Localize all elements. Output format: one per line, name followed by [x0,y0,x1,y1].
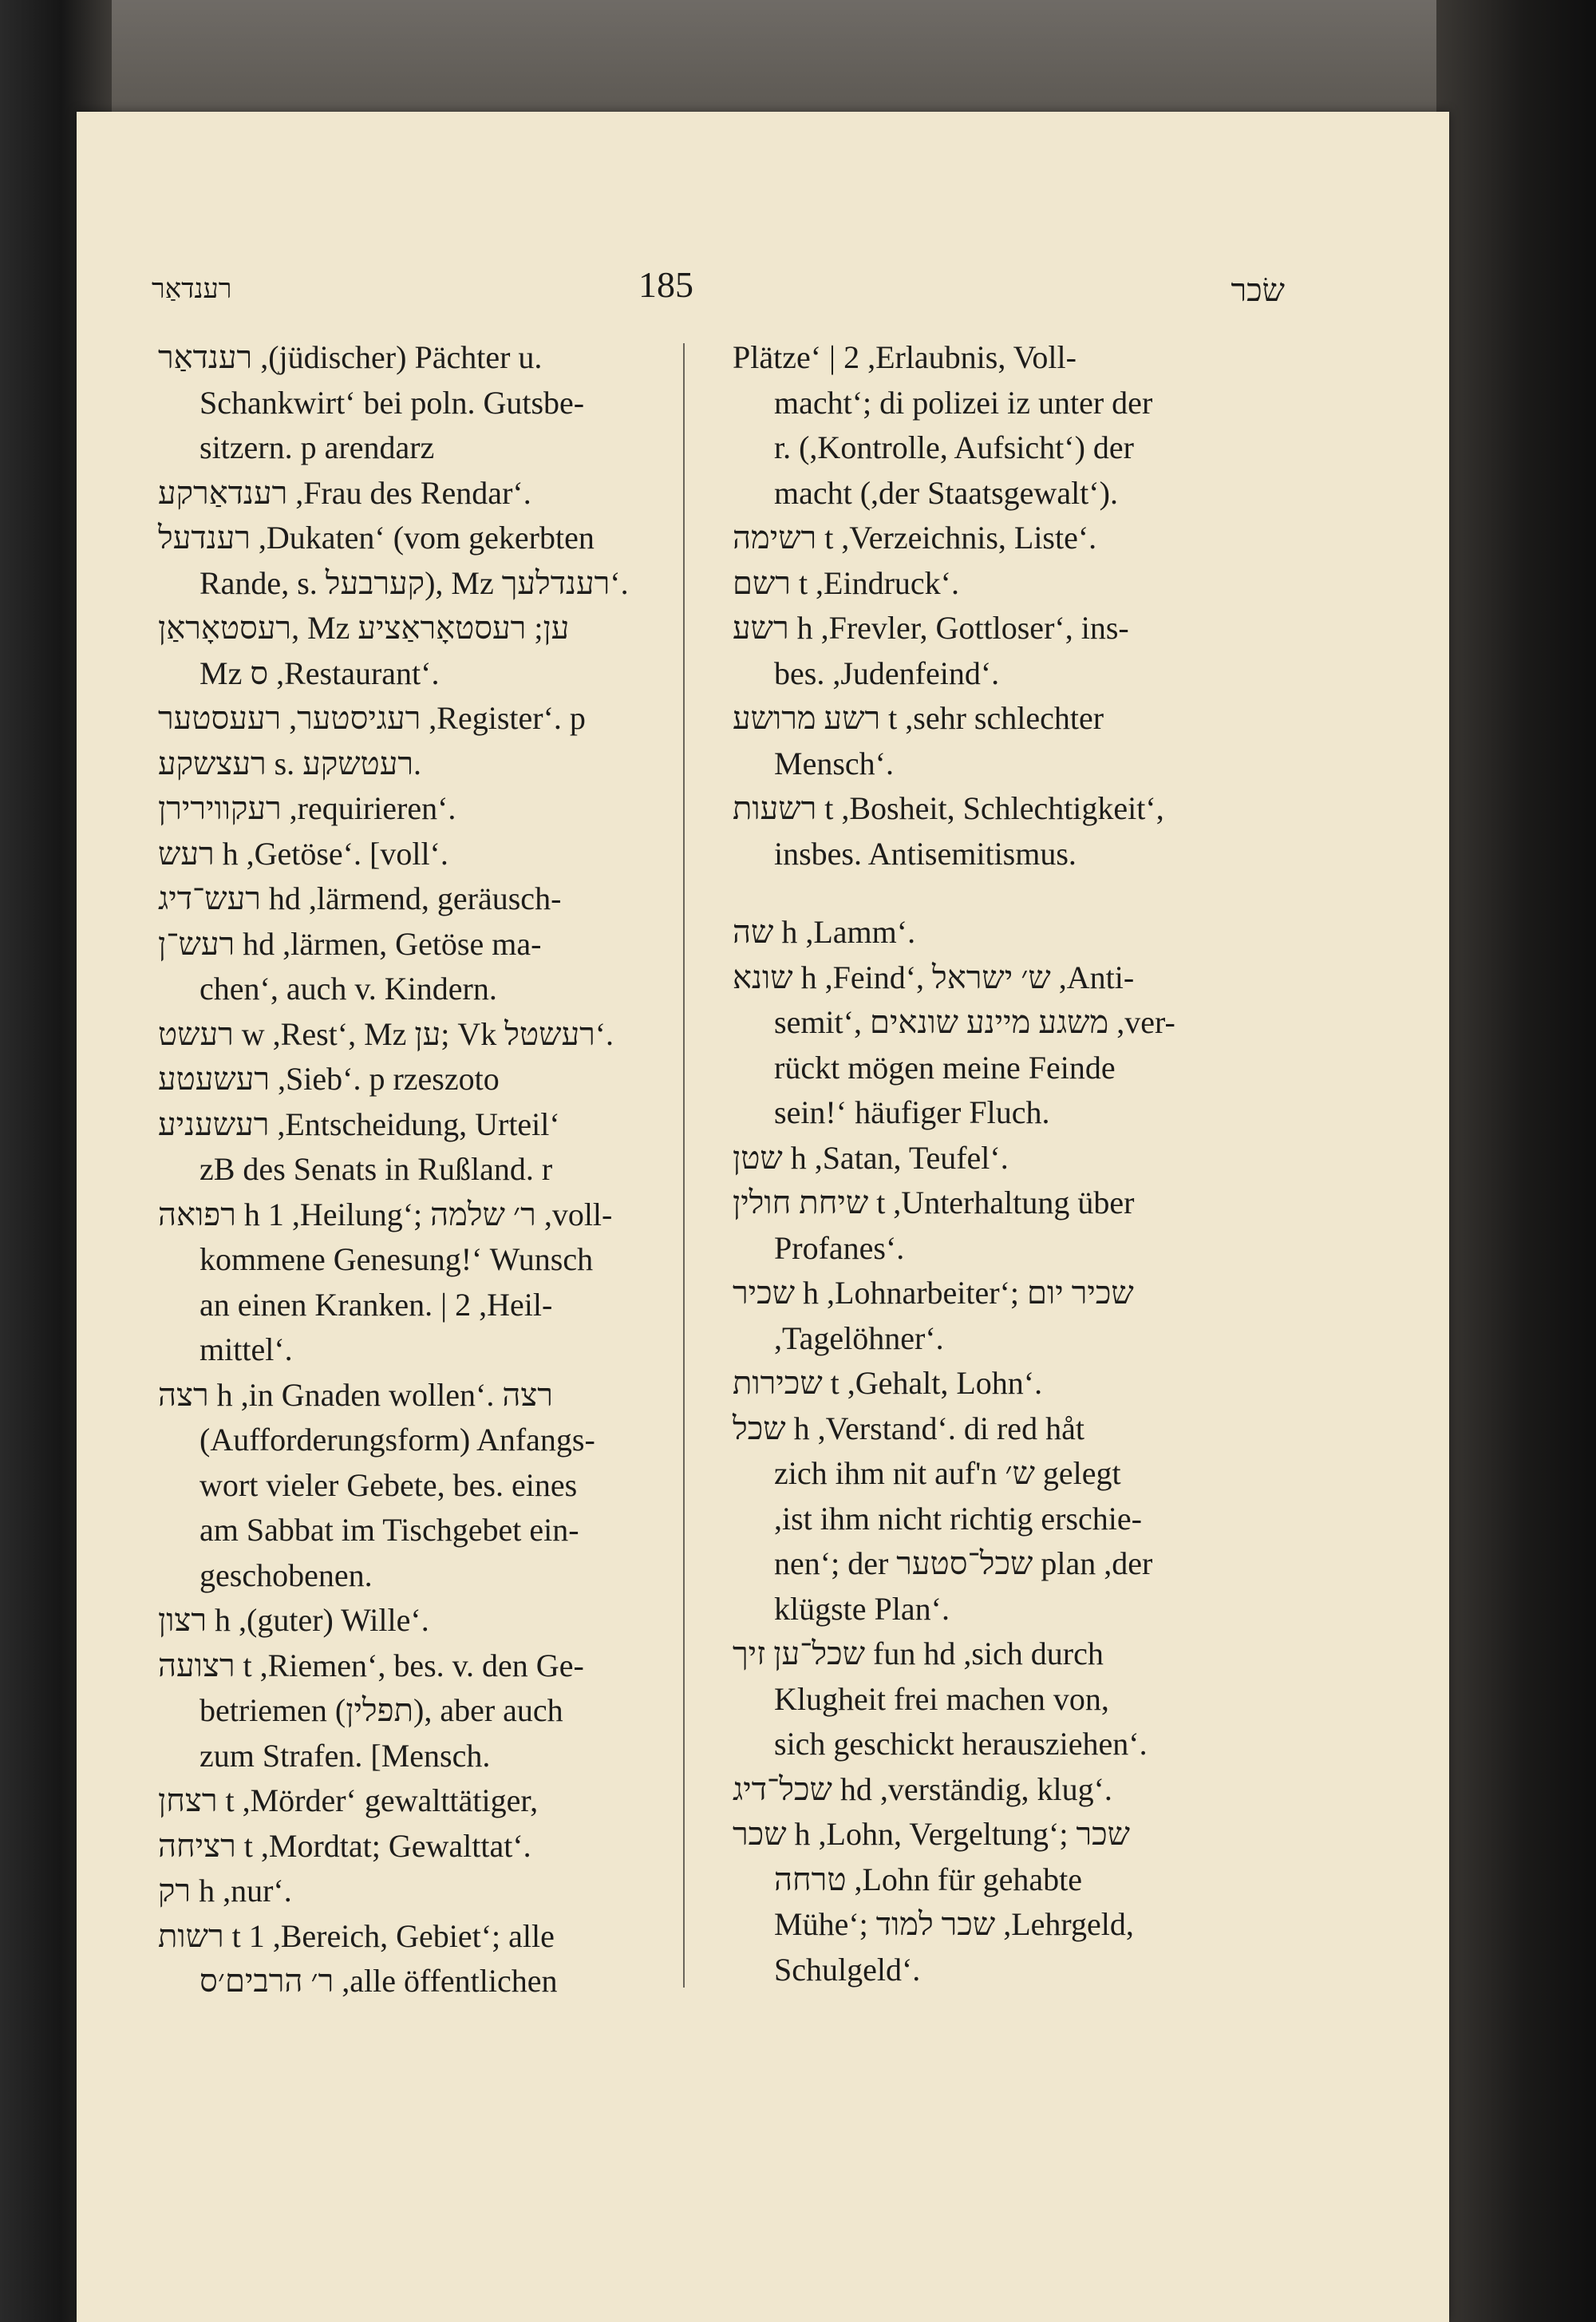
dictionary-entry [733,1271,1211,1361]
dictionary-entry [158,471,677,516]
entry-continuation: wort vieler Gebete, bes. eines [200,1466,578,1503]
header-right-guideword: שׂכר [1231,272,1285,309]
entry-continuation: ,ist ihm nicht richtig erschie- [774,1500,1142,1537]
dictionary-entry [733,1812,1211,1992]
dictionary-entry [158,1644,677,1779]
entry-headline: רצחן t ,Mörder‘ gewalttätiger, [158,1782,539,1818]
entry-headline: רעקווירירן ,requirieren‘. [158,790,456,826]
dictionary-entry [733,1406,1211,1632]
entry-headline: רשות t 1 ,Bereich, Gebiet‘; alle [158,1917,555,1954]
entry-continuation: Profanes‘. [774,1229,905,1266]
dictionary-entry [158,606,677,696]
entry-headline: שטן h ,Satan, Teufel‘. [733,1139,1009,1176]
entry-continuation: chen‘, auch v. Kindern. [200,971,497,1007]
entry-continuation: bes. ,Judenfeind‘. [774,655,1000,691]
entry-headline: רפואה h 1 ,Heilung‘; ר׳ שלמה ,voll- [158,1196,613,1232]
entry-headline: רשע h ,Frevler, Gottloser‘, ins- [733,610,1129,646]
dictionary-entry [158,1373,677,1599]
dictionary-entry [158,516,677,606]
left-column [158,335,677,2004]
entry-continuation: Schulgeld‘. [774,1951,921,1988]
page-number: 185 [638,264,693,305]
dictionary-entry [733,335,1211,516]
entry-continuation: betriemen (תפלין), aber auch [200,1692,563,1728]
entry-continuation: Mensch‘. [774,745,894,781]
dictionary-entry [158,1102,677,1193]
entry-continuation: klügste Plan‘. [774,1590,950,1627]
entry-headline: רעשט w ,Rest‘, Mz ען; Vk רעשטל‘. [158,1015,614,1052]
dictionary-entry [158,1193,677,1373]
dictionary-entry [158,742,677,787]
entry-continuation: nen‘; der שכל־סטער plan ,der [774,1545,1153,1581]
entry-continuation: Schankwirt‘ bei poln. Gutsbe- [200,384,585,421]
entry-continuation: ,Tagelöhner‘. [774,1319,944,1356]
dictionary-entry [158,922,677,1012]
entry-headline: רענדעל ,Dukaten‘ (vom gekerbten [158,520,595,556]
dictionary-entry [733,516,1211,561]
entry-headline: רעש־דיג hd ,lärmend, geräusch- [158,880,562,916]
dictionary-entry [158,1824,677,1869]
entry-continuation: insbes. Antisemitismus. [774,835,1077,872]
dictionary-entry [158,1057,677,1102]
entry-continuation: sich geschickt herausziehen‘. [774,1726,1148,1762]
entry-headline: שכר h ,Lohn, Vergeltung‘; שכר [733,1816,1130,1852]
entry-continuation: geschobenen. [200,1557,373,1593]
entry-continuation: טרחה ,Lohn für gehabte [774,1861,1082,1897]
dictionary-entry [158,1012,677,1058]
entry-continuation: ר׳ הרבים׳ס ,alle öffentlichen [200,1963,558,1999]
entry-headline: שכירות t ,Gehalt, Lohn‘. [733,1365,1043,1401]
entry-headline: רשעות t ,Bosheit, Schlechtigkeit‘, [733,790,1164,826]
entry-continuation: sitzern. p arendarz [200,429,435,465]
dictionary-entry [158,1869,677,1914]
dictionary-entry [158,1914,677,2004]
dictionary-entry [733,955,1211,1136]
book-page-stack-right [1436,0,1596,2322]
entry-headline: שכל־ען זיך fun hd ,sich durch [733,1636,1104,1671]
entry-headline: רצה h ,in Gnaden wollen‘. רצה [158,1376,553,1413]
entry-headline: רעצשקע s. רעטשקע. [158,745,421,781]
entry-headline: רשע מרושע t ,sehr schlechter [733,700,1104,736]
entry-headline: רק h ,nur‘. [158,1873,292,1909]
entry-headline: שיחת חולין t ,Unterhaltung über [733,1185,1135,1220]
page-header [152,257,1285,313]
entry-continuation: zum Strafen. [Mensch. [200,1737,491,1774]
entry-headline: שכיר h ,Lohnarbeiter‘; שכיר יום [733,1275,1134,1311]
entry-headline: רשימה t ,Verzeichnis, Liste‘. [733,520,1097,556]
column-divider [683,343,685,1988]
dictionary-entry [158,335,677,471]
entry-headline: רענדאַר ,(jüdischer) Pächter u. [158,339,543,375]
entry-continuation: semit‘, משגע מיינע שונאים ,ver- [774,1004,1175,1040]
entry-continuation: rückt mögen meine Feinde [774,1049,1116,1086]
right-column [733,335,1211,1992]
entry-headline: רעש h ,Getöse‘. [voll‘. [158,835,448,872]
entry-headline: רעש־ן hd ,lärmen, Getöse ma- [158,925,542,962]
dictionary-entry [158,1598,677,1644]
dictionary-entry [733,561,1211,607]
entry-continuation: (Aufforderungsform) Anfangs- [200,1422,595,1458]
entry-continuation: an einen Kranken. | 2 ,Heil- [200,1286,553,1323]
dictionary-entry [733,606,1211,696]
dictionary-entry [733,910,1211,955]
dictionary-entry [158,876,677,922]
dictionary-entry [733,1632,1211,1767]
entry-headline: שונא h ,Feind‘, ש׳ ישראל ,Anti- [733,959,1135,995]
entry-continuation: zich ihm nit auf'n ש׳ gelegt [774,1455,1121,1491]
entry-continuation: Mz ס ,Restaurant‘. [200,655,440,691]
entry-continuation: kommene Genesung!‘ Wunsch [200,1241,594,1277]
entry-continuation: macht‘; di polizei iz unter der [774,384,1153,421]
dictionary-entry [158,1778,677,1824]
dictionary-entry [733,1181,1211,1271]
entry-headline: רעגיסטער, רעעסטער ,Register‘. p [158,700,586,736]
entry-headline: רציחה t ,Mordtat; Gewalttat‘. [158,1827,531,1864]
entry-headline: שכל h ,Verstand‘. di red håt [733,1410,1084,1446]
entry-headline: רצון h ,(guter) Wille‘. [158,1602,429,1638]
dictionary-entry [158,786,677,832]
dictionary-entry [158,696,677,742]
entry-headline: רעסטאָראַן, Mz ען; רעסטאָראַציע [158,610,570,646]
dictionary-entry [733,1136,1211,1181]
entry-continuation: r. (,Kontrolle, Aufsicht‘) der [774,429,1134,465]
entry-continuation: macht (,der Staatsgewalt‘). [774,474,1118,511]
entry-headline: רצועה t ,Riemen‘, bes. v. den Ge- [158,1647,584,1683]
entry-continuation: Mühe‘; שכר למוד ,Lehrgeld, [774,1906,1134,1942]
entry-continuation: am Sabbat im Tischgebet ein- [200,1512,579,1548]
dictionary-entry [733,786,1211,876]
entry-continuation: zB des Senats in Rußland. r [200,1151,553,1187]
entry-headline: רעשעניע ,Entscheidung, Urteil‘ [158,1106,560,1142]
entry-headline: רשם t ,Eindruck‘. [733,564,959,601]
dictionary-entry [158,832,677,877]
dictionary-entry [733,1361,1211,1406]
entry-headline: Plätze‘ | 2 ,Erlaubnis, Voll- [733,339,1077,375]
section-gap [733,876,1211,910]
entry-headline: שכל־דיג hd ,verständig, klug‘. [733,1770,1112,1807]
dictionary-entry [733,696,1211,786]
entry-headline: שה h ,Lamm‘. [733,914,916,950]
header-left-guideword: רענדאַר [152,273,232,305]
entry-continuation: Rande, s. קערבעל), Mz רענדלעך‘. [200,564,629,601]
entry-headline: רענדאַרקע ,Frau des Rendar‘. [158,474,531,511]
entry-headline: רעשעטע ,Sieb‘. p rzeszoto [158,1061,500,1097]
entry-continuation: mittel‘. [200,1331,293,1367]
dictionary-entry [733,1767,1211,1813]
entry-continuation: sein!‘ häufiger Fluch. [774,1094,1050,1130]
entry-continuation: Klugheit frei machen von, [774,1680,1109,1717]
